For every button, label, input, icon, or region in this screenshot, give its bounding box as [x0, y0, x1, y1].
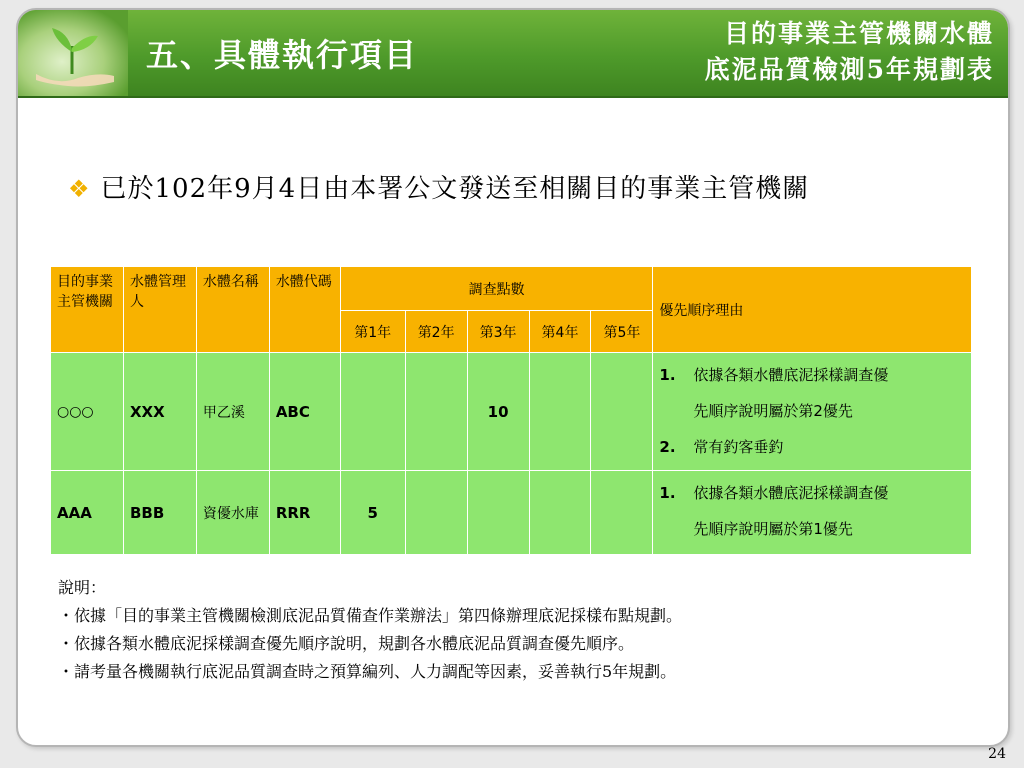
header-agency: 目的事業主管機關	[51, 267, 124, 353]
reason-text: 依據各類水體底泥採樣調查優	[693, 484, 889, 502]
header-survey: 調查點數	[340, 267, 653, 311]
header-year-1: 第1年	[340, 311, 405, 353]
header-year-3: 第3年	[467, 311, 529, 353]
cell-manager: XXX	[123, 353, 196, 471]
cell-year-1: 5	[340, 471, 405, 555]
slide-subtitle	[705, 16, 994, 88]
cell-year-2	[405, 353, 467, 471]
table-row	[51, 471, 972, 555]
plan-table	[50, 266, 972, 555]
subtitle-line-1: 目的事業主管機關水體	[723, 19, 994, 48]
note-item: ・依據各類水體底泥採樣調查優先順序說明，規劃各水體底泥品質調查優先順序。	[58, 634, 635, 653]
slide-header	[18, 10, 1008, 98]
reason-number: 1.	[659, 366, 676, 384]
cell-manager: BBB	[123, 471, 196, 555]
cell-year-3	[467, 471, 529, 555]
header-manager: 水體管理人	[123, 267, 196, 353]
cell-name: 甲乙溪	[196, 353, 269, 471]
diamond-bullet-icon: ❖	[68, 175, 91, 203]
reason-text: 依據各類水體底泥採樣調查優	[693, 366, 889, 384]
header-year-4: 第4年	[529, 311, 591, 353]
bullet-point	[68, 168, 809, 205]
notes-title: 說明：	[58, 578, 107, 597]
seedling-in-hands-icon	[18, 10, 128, 96]
note-item: ・請考量各機關執行底泥品質調查時之預算編列、人力調配等因素，妥善執行5年規劃。	[58, 662, 677, 681]
bullet-text: 已於102年9月4日由本署公文發送至相關目的事業主管機關	[100, 174, 810, 204]
header-code: 水體代碼	[269, 267, 340, 353]
cell-name: 資優水庫	[196, 471, 269, 555]
header-reason: 優先順序理由	[653, 267, 972, 353]
cell-reason	[653, 353, 972, 471]
note-item: ・依據「目的事業主管機關檢測底泥品質備查作業辦法」第四條辦理底泥採樣布點規劃。	[58, 606, 683, 625]
cell-year-5	[591, 471, 653, 555]
notes-section	[58, 574, 682, 686]
header-year-2: 第2年	[405, 311, 467, 353]
cell-year-4	[529, 471, 591, 555]
table-row	[51, 353, 972, 471]
reason-text-cont: 先順序說明屬於第1優先	[693, 520, 853, 538]
cell-agency: ○○○	[51, 353, 124, 471]
cell-year-2	[405, 471, 467, 555]
cell-year-3: 10	[467, 353, 529, 471]
cell-agency: AAA	[51, 471, 124, 555]
cell-reason	[653, 471, 972, 555]
reason-number: 2.	[659, 438, 676, 456]
subtitle-line-2: 底泥品質檢測5年規劃表	[704, 55, 994, 84]
cell-code: RRR	[269, 471, 340, 555]
cell-code: ABC	[269, 353, 340, 471]
cell-year-5	[591, 353, 653, 471]
slide-title: 五、具體執行項目	[146, 36, 419, 74]
header-name: 水體名稱	[196, 267, 269, 353]
cell-year-4	[529, 353, 591, 471]
reason-text: 常有釣客垂釣	[693, 438, 784, 456]
header-year-5: 第5年	[591, 311, 653, 353]
page-number: 24	[988, 746, 1006, 762]
cell-year-1	[340, 353, 405, 471]
reason-number: 1.	[659, 484, 676, 502]
reason-text-cont: 先順序說明屬於第2優先	[693, 402, 853, 420]
